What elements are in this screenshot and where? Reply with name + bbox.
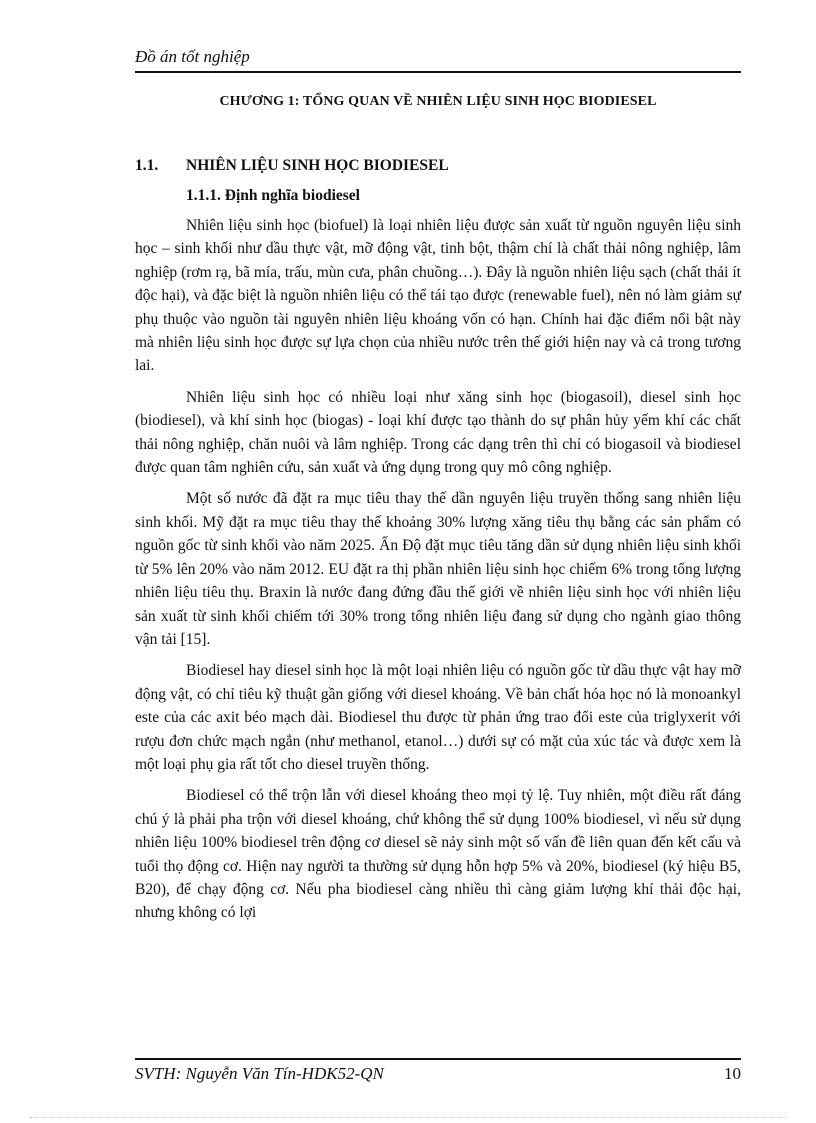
paragraph: Nhiên liệu sinh học (biofuel) là loại nhiên liệu được sản xuất từ nguồn nguyên liệu sinh học – sinh khối như dầu thực vật, mỡ động vật, tinh bột, thậm chí là chất thải nông nghiệp, lâm nghiệp (rơm rạ, bã mía, trấu, mùn cưa, phân chuồng…). Đây là nguồn nhiên liệu sạch (chất thải ít độc hại), và đặc biệt là nguồn nhiên liệu có thể tái tạo được (renewable fuel), nên nó làm giảm sự phụ thuộc vào nguồn tài nguyên nhiên liệu khoáng vốn có hạn. Chính hai đặc điểm nổi bật này mà nhiên liệu sinh học được sự lựa chọn của nhiều nước trên thế giới hiện nay và cả trong tương lai. (135, 217, 741, 375)
section-title: NHIÊN LIỆU SINH HỌC BIODIESEL (186, 157, 449, 174)
paragraph: Nhiên liệu sinh học có nhiều loại như xăng sinh học (biogasoil), diesel sinh học (biodiesel), và khí sinh học (biogas) - loại khí được tạo thành do sự phân hủy yếm khí các chất thải nông nghiệp, chăn nuôi và lâm nghiệp. Trong các dạng trên thì chỉ có biogasoil và biodiesel được quan tâm nghiên cứu, sản xuất và ứng dụng trong quy mô công nghiệp. (135, 388, 741, 477)
section-number: 1.1. (135, 157, 159, 174)
page-footer-author: SVTH: Nguyễn Văn Tín-HDK52-QN (135, 1064, 384, 1083)
chapter-title: CHƯƠNG 1: TỔNG QUAN VỀ NHIÊN LIỆU SINH HỌC BIODIESEL (219, 94, 657, 109)
section-heading (135, 157, 449, 175)
header-divider (135, 71, 741, 73)
paragraph: Biodiesel có thể trộn lẫn với diesel khoáng theo mọi tỷ lệ. Tuy nhiên, một điều rất đáng chú ý là phải pha trộn với diesel khoáng, chứ không thể sử dụng 100% biodiesel, vì nếu sử dụng nhiên liệu 100% biodiesel trên động cơ diesel sẽ nảy sinh một số vấn đề liên quan đến kết cấu và tuổi thọ động cơ. Hiện nay người ta thường sử dụng hỗn hợp 5% và 20%, biodiesel (ký hiệu B5, B20), để chạy động cơ. Nếu pha biodiesel càng nhiều thì càng giảm lượng khí thải độc hại, nhưng không có lợi (135, 787, 741, 922)
paragraph: Một số nước đã đặt ra mục tiêu thay thế dần nguyên liệu truyền thống sang nhiên liệu sinh khối. Mỹ đặt ra mục tiêu thay thế khoảng 30% lượng xăng tiêu thụ bằng các sản phẩm có nguồn gốc từ sinh khối vào năm 2025. Ấn Độ đặt mục tiêu tăng dần sử dụng nhiên liệu sinh khối từ 5% lên 20% vào năm 2012. EU đặt ra thị phần nhiên liệu sinh học chiếm 6% trong tổng lượng nhiên liệu tiêu thụ. Braxin là nước đang đứng đầu thế giới về nhiên liệu sinh học với nhiên liệu sản xuất từ sinh khối chiếm tới 30% trong tổng nhiên liệu đang sử dụng cho ngành giao thông vận tải [15]. (135, 490, 741, 648)
page-bottom-edge (30, 1117, 786, 1118)
body-text (135, 214, 741, 933)
subsection-heading: 1.1.1. Định nghĩa biodiesel (186, 187, 360, 204)
page-number: 10 (724, 1064, 741, 1083)
footer-divider (135, 1058, 741, 1060)
page-header-title: Đồ án tốt nghiệp (135, 47, 250, 66)
paragraph: Biodiesel hay diesel sinh học là một loại nhiên liệu có nguồn gốc từ dầu thực vật hay mỡ động vật, có chỉ tiêu kỹ thuật gần giống với diesel khoáng. Về bản chất hóa học nó là monoankyl este của các axit béo mạch dài. Biodiesel thu được từ phản ứng trao đổi este của triglyxerit với rượu đơn chức mạch ngắn (như methanol, etanol…) dưới sự có mặt của xúc tác và được xem là một loại phụ gia rất tốt cho diesel truyền thống. (135, 662, 741, 773)
